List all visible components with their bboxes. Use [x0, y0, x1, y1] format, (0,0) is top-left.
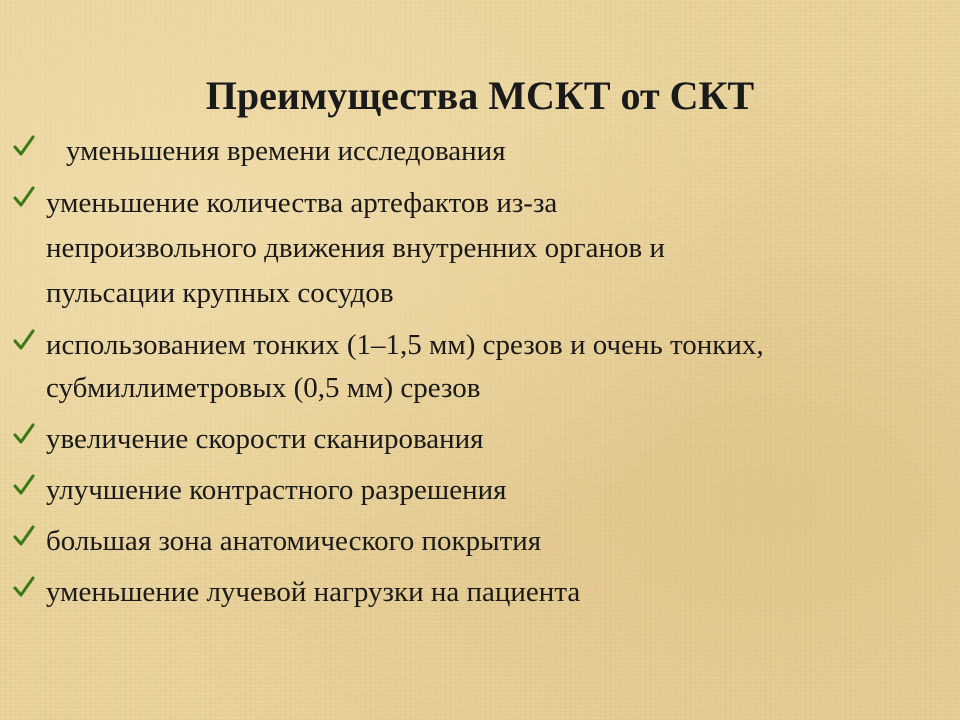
list-item-text: большая зона анатомического покрытия	[46, 525, 542, 557]
checkmark-icon	[12, 524, 36, 548]
slide-title: Преимущества МСКТ от СКТ	[205, 73, 755, 118]
list-item	[12, 418, 942, 461]
list-item-text: использованием тонких (1–1,5 мм) срезов и очень тонких, субмиллиметровых (0,5 мм) срезов	[46, 329, 764, 404]
list-item-text: уменьшение количества артефактов из-за непроизвольного движения внутренних органов и пульсации крупных сосудов	[46, 187, 665, 309]
list-item-text: уменьшение лучевой нагрузки на пациента	[46, 576, 581, 608]
list-item-text: уменьшения времени исследования	[66, 135, 506, 167]
checkmark-icon	[12, 473, 36, 497]
list-item	[12, 469, 942, 512]
checkmark-icon	[12, 185, 36, 209]
checkmark-icon	[12, 422, 36, 446]
list-item	[12, 520, 942, 563]
list-item	[12, 181, 942, 316]
list-item	[12, 130, 942, 173]
checkmark-icon	[12, 134, 36, 158]
list-item	[12, 571, 942, 614]
advantages-list	[12, 130, 942, 622]
list-item-text: улучшение контрастного разрешения	[46, 474, 507, 506]
list-item	[12, 324, 942, 410]
checkmark-icon	[12, 575, 36, 599]
list-item-text: увеличение скорости сканирования	[46, 423, 484, 455]
checkmark-icon	[12, 328, 36, 352]
